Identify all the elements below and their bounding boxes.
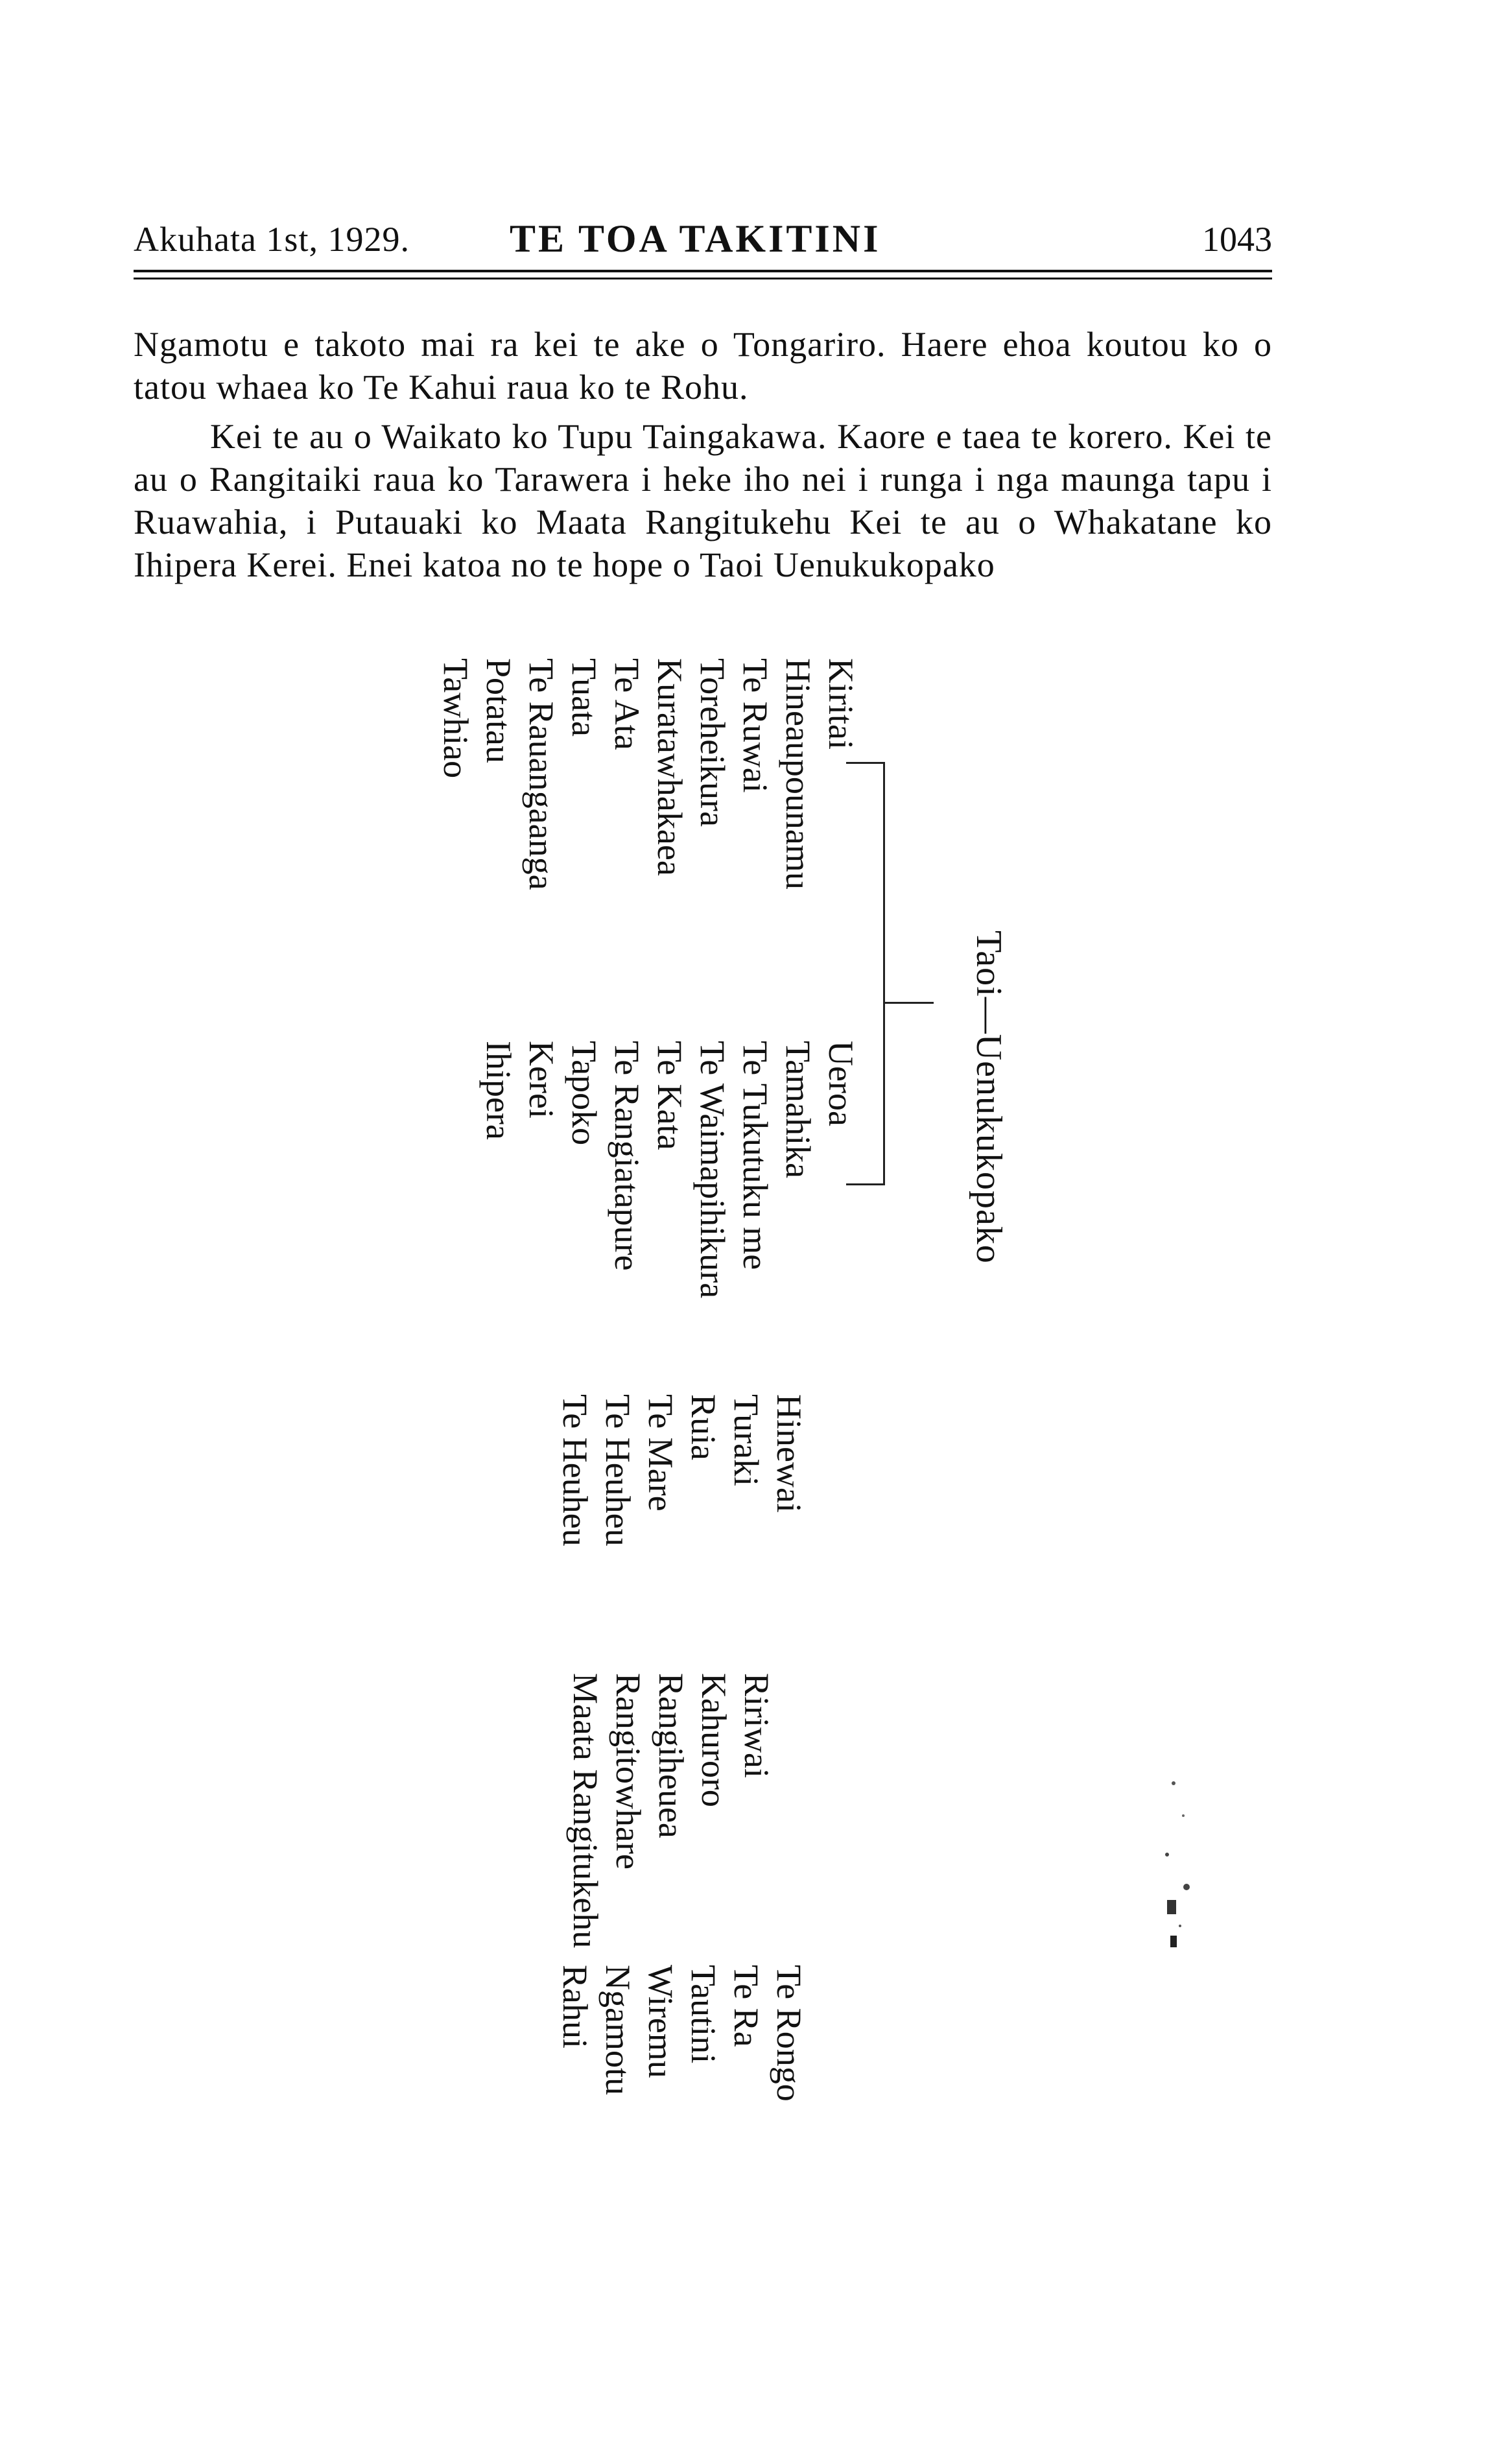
genealogy-root: Taoi—Uenukukopako bbox=[969, 931, 1009, 1264]
header-rule bbox=[134, 270, 1272, 272]
lineage-name: Rahui bbox=[556, 1965, 595, 2048]
issue-date: Akuhata 1st, 1929. bbox=[134, 220, 410, 259]
page-number: 1043 bbox=[1202, 220, 1272, 259]
lineage-name: Te Rauangaanga bbox=[522, 658, 561, 890]
lineage-name: Te Heuheu bbox=[556, 1394, 595, 1547]
lineage-name: Ririwai bbox=[737, 1673, 776, 1778]
header-rule-double bbox=[134, 278, 1272, 279]
lineage-name: Te Rangiatapure bbox=[608, 1041, 646, 1271]
lineage-name: Kuratawhakaea bbox=[650, 658, 689, 876]
lineage-name: Kerei bbox=[522, 1041, 561, 1119]
root-connector bbox=[885, 1002, 934, 1004]
lineage-name: Te Mare bbox=[641, 1394, 680, 1512]
lineage-column-d bbox=[564, 1673, 778, 1948]
page-header bbox=[134, 219, 1272, 271]
lineage-name: Wiremu bbox=[641, 1965, 680, 2078]
lineage-name: Maata Rangitukehu bbox=[566, 1673, 605, 1949]
lineage-name: Tawhiao bbox=[436, 658, 475, 779]
lineage-name: Te Ata bbox=[608, 658, 646, 750]
lineage-name: Te Tukutuku me bbox=[736, 1041, 775, 1270]
publication-title: TE TOA TAKITINI bbox=[510, 217, 881, 260]
lineage-name: Ngamotu bbox=[598, 1965, 637, 2095]
lineage-name: Ruia bbox=[684, 1394, 723, 1460]
genealogy-rotated bbox=[436, 658, 1024, 2214]
lineage-name: Te Ruwai bbox=[736, 658, 775, 793]
lineage-name: Tapoko bbox=[565, 1041, 604, 1146]
lineage-column-a bbox=[434, 658, 862, 890]
lineage-name: Hinewai bbox=[770, 1394, 809, 1513]
lineage-name: Tamahika bbox=[779, 1041, 818, 1179]
lineage-name: Turaki bbox=[727, 1394, 766, 1487]
lineage-column-e bbox=[554, 1965, 810, 2102]
lineage-name: Te Waimapihikura bbox=[693, 1041, 732, 1299]
body-paragraph-1: Ngamotu e takoto mai ra kei te ake o Tongariro. Haere ehoa koutou ko o tatou whaea ko Te Kahui raua ko te Rohu. bbox=[134, 325, 1272, 407]
lineage-name: Rangiheuea bbox=[652, 1673, 691, 1838]
lineage-name: Ihipera bbox=[479, 1041, 518, 1140]
lineage-name: Te Rongo bbox=[770, 1965, 809, 2102]
lineage-name: Kahuroro bbox=[694, 1673, 733, 1807]
lineage-name: Tautini bbox=[684, 1965, 723, 2064]
lineage-name: Kiritai bbox=[821, 658, 860, 750]
branch-line bbox=[883, 762, 885, 1183]
print-smudge bbox=[1148, 1764, 1206, 1958]
lineage-name: Tuata bbox=[565, 658, 604, 737]
lineage-name: Te Kata bbox=[650, 1041, 689, 1150]
lineage-name: Ueroa bbox=[821, 1041, 860, 1126]
lineage-name: Te Ra bbox=[727, 1965, 766, 2047]
lineage-column-c bbox=[554, 1394, 810, 1547]
body-paragraph-2: Kei te au o Waikato ko Tupu Taingakawa. Kaore e taea te korero. Kei te au o Rangitaiki raua ko Tarawera i heke iho nei i runga i nga maunga tapu i Ruawahia, i Putauaki ko Maata Rangitukehu Kei te au o Whakatane ko Ihipera Kerei. Enei katoa no te hope o Taoi Uenukukopako bbox=[134, 417, 1272, 584]
lineage-name: Potatau bbox=[479, 658, 518, 763]
lineage-name: Te Heuheu bbox=[598, 1394, 637, 1547]
lineage-name: Toreheikura bbox=[693, 658, 732, 827]
lineage-name: Hineaupounamu bbox=[779, 658, 818, 890]
lineage-column-b bbox=[477, 1041, 862, 1298]
lineage-name: Rangitowhare bbox=[609, 1673, 648, 1869]
